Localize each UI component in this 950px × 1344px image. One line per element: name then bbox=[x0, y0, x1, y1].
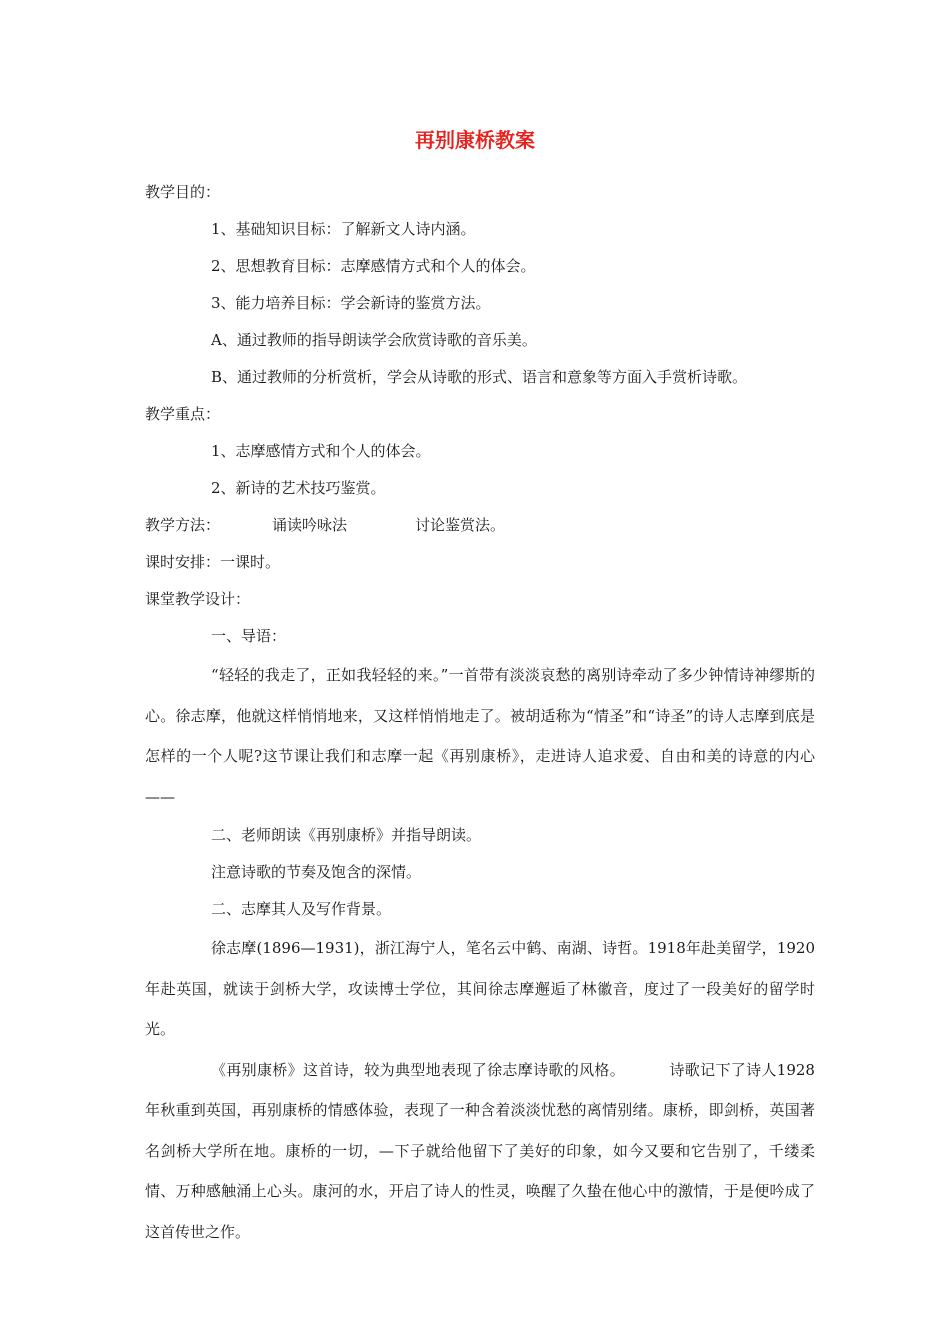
goal-item-3: 3、能力培养目标：学会新诗的鉴赏方法。 bbox=[211, 294, 491, 312]
document-body bbox=[145, 174, 815, 1252]
focus-item-2: 2、新诗的艺术技巧鉴赏。 bbox=[211, 479, 386, 497]
poem-paragraph bbox=[145, 1050, 815, 1253]
step-2-note: 注意诗歌的节奏及饱含的深情。 bbox=[211, 863, 422, 881]
step-3-heading: 二、志摩其人及写作背景。 bbox=[211, 900, 392, 918]
goals-heading: 教学目的： bbox=[145, 183, 221, 201]
step-2-heading: 二、老师朗读《再别康桥》并指导朗读。 bbox=[211, 826, 482, 844]
intro-heading: 一、导语： bbox=[211, 627, 287, 645]
goal-item-a: A、通过教师的指导朗读学会欣赏诗歌的音乐美。 bbox=[211, 331, 537, 349]
document-title: 再别康桥教案 bbox=[415, 128, 535, 152]
method-label: 教学方法： bbox=[145, 516, 221, 534]
focus-heading: 教学重点： bbox=[145, 405, 221, 423]
goal-item-b: B、通过教师的分析赏析，学会从诗歌的形式、语言和意象等方面入手赏析诗歌。 bbox=[211, 368, 748, 386]
goal-item-2: 2、思想教育目标：志摩感情方式和个人的体会。 bbox=[211, 257, 536, 275]
goal-item-1: 1、基础知识目标：了解新文人诗内涵。 bbox=[211, 220, 476, 238]
method-item-2: 讨论鉴赏法。 bbox=[415, 516, 506, 534]
focus-item-1: 1、志摩感情方式和个人的体会。 bbox=[211, 442, 431, 460]
design-heading: 课堂教学设计： bbox=[145, 590, 251, 608]
intro-paragraph: “轻轻的我走了，正如我轻轻的来。”一首带有淡淡哀愁的离别诗牵动了多少钟情诗神缪斯的心。徐志摩，他就这样悄悄地来，又这样悄悄地走了。被胡适称为“情圣”和“诗圣”的诗人志摩到底是怎样的一个人呢?这节课让我们和志摩一起《再别康桥》，走进诗人追求爱、自由和美的诗意的内心—— bbox=[145, 666, 815, 806]
method-item-1: 诵读吟咏法 bbox=[272, 516, 348, 534]
poem-paragraph-part-b: 诗歌记下了诗人1928年秋重到英国，再别康桥的情感体验，表现了一种含着淡淡忧愁的离情别绪。康桥，即剑桥，英国著名剑桥大学所在地。康桥的一切，—下子就给他留下了美好的印象，如今又要和它告别了，千缕柔情、万种感触涌上心头。康河的水，开启了诗人的性灵，唤醒了久蛰在他心中的激情，于是便吟成了这首传世之作。 bbox=[145, 1060, 815, 1241]
schedule-line: 课时安排：一课时。 bbox=[145, 553, 281, 571]
bio-paragraph: 徐志摩(1896—1931)，浙江海宁人，笔名云中鹤、南湖、诗哲。1918年赴美留学，1920年赴英国，就读于剑桥大学，攻读博士学位，其间徐志摩邂逅了林徽音，度过了一段美好的留学时光。 bbox=[145, 939, 815, 1038]
poem-paragraph-part-a: 《再别康桥》这首诗，较为典型地表现了徐志摩诗歌的风格。 bbox=[211, 1060, 626, 1079]
method-line bbox=[145, 507, 815, 544]
